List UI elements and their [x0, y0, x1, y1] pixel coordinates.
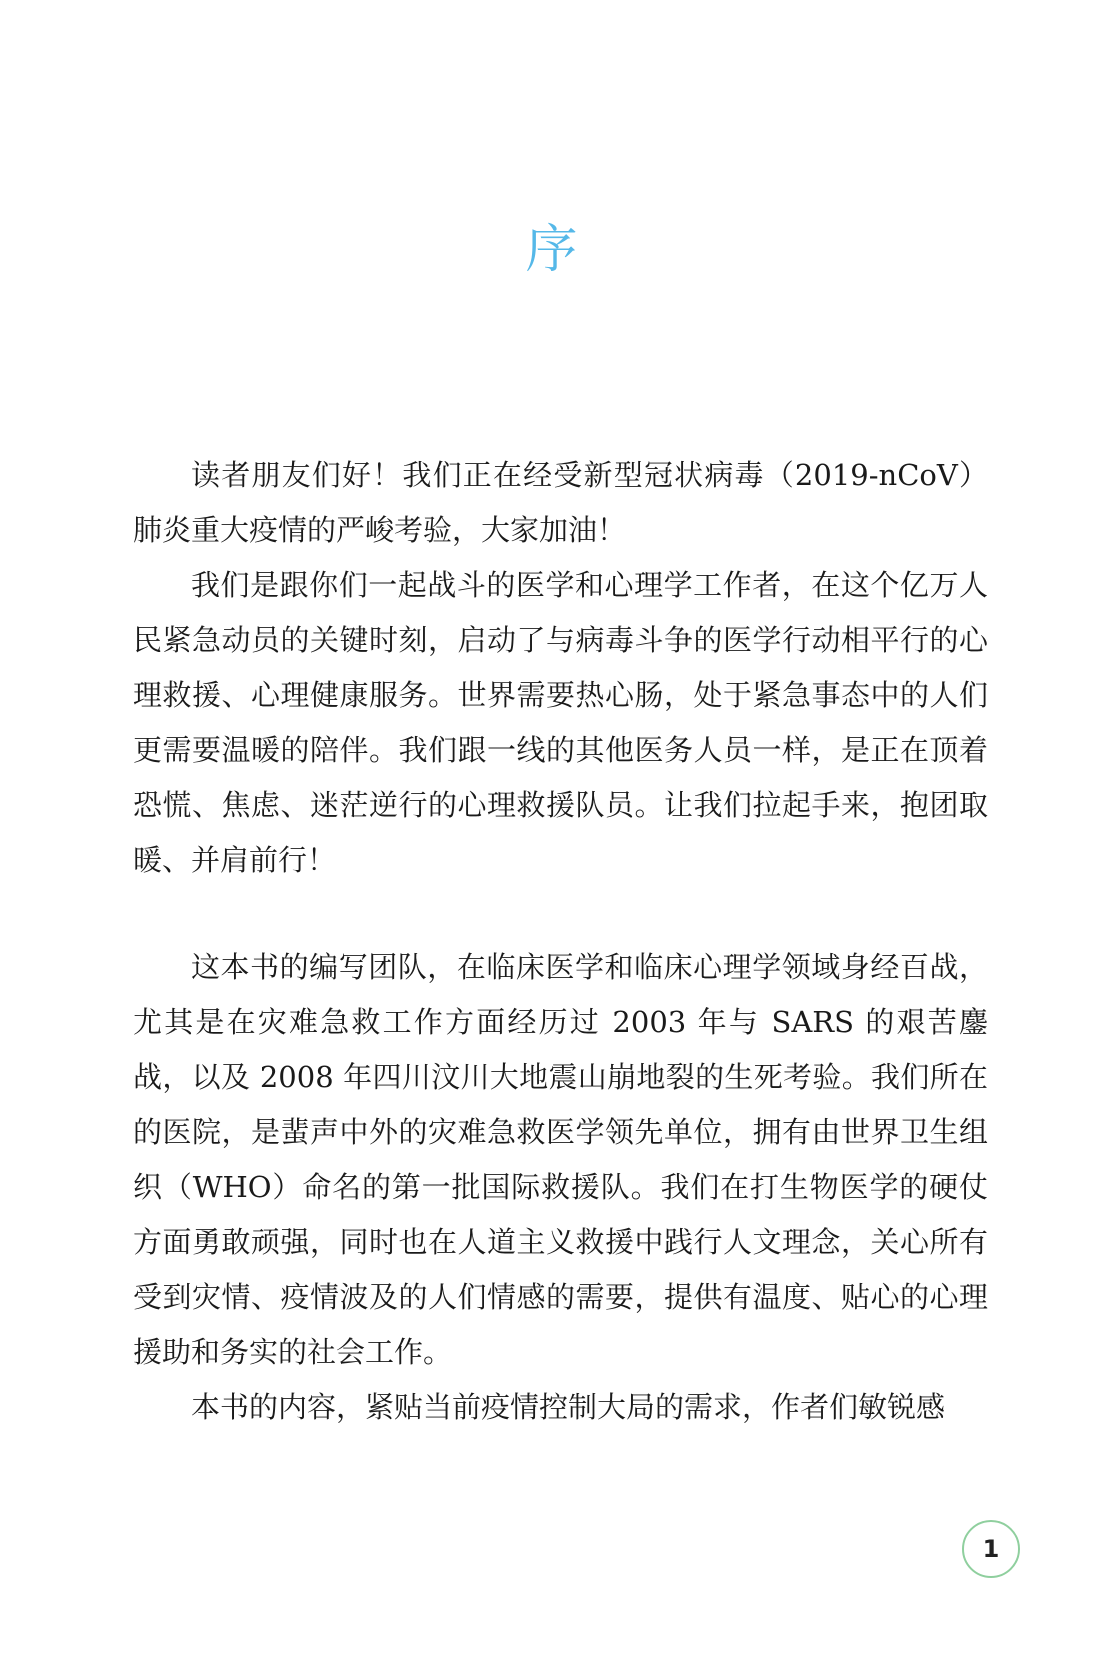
- text-block-2: [133, 940, 988, 1435]
- paragraph-3: 这本书的编写团队，在临床医学和临床心理学领域身经百战，尤其是在灾难急救工作方面经历过 2003 年与 SARS 的艰苦鏖战，以及 2008 年四川汶川大地震山崩地裂的生死考验。我们所在的医院，是蜚声中外的灾难急救医学领先单位，拥有由世界卫生组织（WHO）命名的第一批国际救援队。我们在打生物医学的硬仗方面勇敢顽强，同时也在人道主义救援中践行人文理念，关心所有受到灾情、疫情波及的人们情感的需要，提供有温度、贴心的心理援助和务实的社会工作。: [133, 950, 988, 1369]
- page-number: 1: [982, 1535, 1000, 1563]
- paragraph-4: 本书的内容，紧贴当前疫情控制大局的需求，作者们敏锐感: [191, 1390, 946, 1424]
- text-block-1: [133, 448, 988, 888]
- paragraph-2: 我们是跟你们一起战斗的医学和心理学工作者，在这个亿万人民紧急动员的关键时刻，启动了与病毒斗争的医学行动相平行的心理救援、心理健康服务。世界需要热心肠，处于紧急事态中的人们更需要温暖的陪伴。我们跟一线的其他医务人员一样，是正在顶着恐慌、焦虑、迷茫逆行的心理救援队员。让我们拉起手来，抱团取暖、并肩前行！: [133, 568, 988, 877]
- page-number-badge: [962, 1520, 1020, 1578]
- paragraph-1: 读者朋友们好！我们正在经受新型冠状病毒（2019-nCoV）肺炎重大疫情的严峻考验，大家加油！: [133, 458, 988, 547]
- page-title: 序: [525, 220, 578, 280]
